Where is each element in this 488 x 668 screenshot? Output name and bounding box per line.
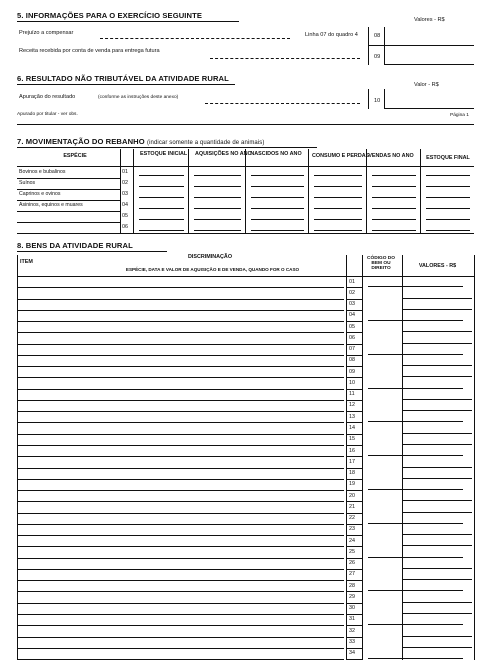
s8-row-code: 17 [349,458,355,465]
s8-col-divider [17,255,18,660]
s8-code-rule [346,501,362,502]
s8-row-rule [17,332,344,333]
s8-code-rule [346,490,362,491]
s8-row-rule [17,625,344,626]
s7-row-rule [17,211,120,212]
s8-code-rule [346,479,362,480]
section-7-title-rule [17,147,317,148]
s7-row-especie: Asininos, equinos e muares [19,202,83,208]
s7-cell-rule [372,219,416,220]
s8-header-rule [17,276,474,277]
s7-row-especie: Caprinos e ovinos [19,191,61,197]
s7-cell-rule [314,175,362,176]
s6-separator [17,124,474,125]
s7-cell-rule [426,208,470,209]
s7-cell-rule [194,208,241,209]
s8-value-rule [402,545,472,546]
s7-col-divider [120,149,121,233]
s8-col-discr-sub: ESPÉCIE, DATA E VALOR DE AQUISIÇÃO E DE VENDA, QUANDO FOR O CASO [125,267,300,272]
s5-row2-code: 09 [374,54,381,60]
s7-col-divider [188,149,189,233]
s7-col-estoque-inicial: ESTOQUE INICIAL [140,151,188,157]
s8-row-code: 03 [349,301,355,307]
s7-cell-rule [314,186,362,187]
s8-value-rule [402,331,472,332]
s8-code-rule [346,580,362,581]
s8-value-rule [368,320,463,321]
s7-cell-rule [194,175,241,176]
s8-code-rule [346,389,362,390]
s7-col-vendas: VENDAS NO ANO [368,153,414,159]
s5-row1-code: 08 [374,33,381,39]
s7-cell-rule [372,230,416,231]
s8-row-rule [17,355,344,356]
s8-row-code: 32 [349,627,355,634]
s8-row-rule [17,479,344,480]
s8-row-rule [17,344,344,345]
s8-row-code: 23 [349,526,355,533]
section-5-values-header: Valores - R$ [414,17,445,23]
s8-row-code: 10 [349,379,355,386]
s8-row-rule [17,434,344,435]
s8-row-code: 14 [349,424,355,431]
s8-row-rule [17,637,344,638]
s5-row2-fill [210,58,360,59]
s6-bottom-rule [384,108,474,109]
s7-cell-rule [251,208,304,209]
s8-code-rule [346,422,362,423]
s5-bottom-rule [384,64,474,65]
s8-row-code: 22 [349,515,355,522]
s8-code-rule [346,513,362,514]
s8-code-rule [346,344,362,345]
s8-row-rule [17,400,344,401]
s8-row-rule [17,445,344,446]
s8-row-rule [17,490,344,491]
s8-col-divider [402,255,403,660]
s8-row-code: 02 [349,289,355,296]
s8-code-rule [346,299,362,300]
s7-col-especie: ESPÉCIE [63,153,87,159]
s8-code-rule [346,310,362,311]
s8-value-rule [368,523,463,524]
s8-code-rule [346,558,362,559]
s8-row-rule [17,569,344,570]
section-7-title [17,137,264,146]
s6-row-note: (conforme as instruções deste anexo) [98,95,179,100]
s8-value-rule [402,410,472,411]
s7-col-divider [308,149,309,233]
s8-row-code: 34 [349,650,355,657]
section-7-title-note: (indicar somente a quantidade de animais) [146,140,265,146]
section-6-title-rule [17,84,235,85]
s8-value-rule [402,444,472,445]
s8-row-code: 09 [349,368,355,375]
s7-cell-rule [426,186,470,187]
s5-row-divider [368,45,474,46]
s8-code-rule [346,625,362,626]
s8-row-rule [17,310,344,311]
s8-code-rule [346,377,362,378]
s7-cell-rule [372,208,416,209]
s8-row-code: 21 [349,503,355,510]
s8-code-rule [346,524,362,525]
s7-row-rule [17,178,120,179]
s8-value-rule [368,455,463,456]
s8-row-rule [17,321,344,322]
section-8-title-rule [17,251,167,252]
s8-col-divider [474,255,475,660]
s8-code-rule [346,445,362,446]
s8-code-rule [346,411,362,412]
s8-row-code: 18 [349,470,355,476]
s8-code-rule [346,591,362,592]
s8-row-code: 04 [349,312,355,319]
s8-row-rule [17,513,344,514]
s8-value-rule [368,658,463,659]
s7-cell-rule [139,230,184,231]
s7-cell-rule [372,186,416,187]
s7-cell-rule [426,175,470,176]
s7-row-especie: Bovinos e bubalinos [19,169,66,175]
s8-row-code: 12 [349,402,355,409]
s7-cell-rule [314,219,362,220]
s6-footer-right: Página 1 [450,113,469,118]
s8-row-code: 01 [349,278,355,285]
s7-col-nascidos: NASCIDOS NO ANO [250,151,302,157]
s8-row-code: 05 [349,323,355,330]
s8-row-rule [17,524,344,525]
section-6-values-header: Valor - R$ [414,82,439,88]
s7-col-divider [420,149,421,233]
s8-code-rule [346,569,362,570]
s7-cell-rule [139,208,184,209]
s7-cell-rule [251,219,304,220]
s8-row-code: 15 [349,436,355,443]
s8-code-rule [346,659,362,660]
s8-value-rule [368,354,463,355]
s7-cell-rule [251,186,304,187]
s8-row-code: 27 [349,571,355,578]
s7-row-code: 04 [122,202,128,208]
s8-code-rule [346,637,362,638]
s7-cell-rule [426,219,470,220]
s6-code-divider [368,89,369,109]
s7-cell-rule [314,208,362,209]
s8-row-code: 30 [349,605,355,612]
s8-value-rule [402,309,472,310]
s8-code-rule [346,648,362,649]
s8-row-code: 11 [349,391,355,398]
s7-row-code: 06 [122,224,128,230]
s7-row-rule [17,189,120,190]
s7-cell-rule [139,175,184,176]
s5-value-divider [384,27,385,65]
s8-value-rule [402,478,472,479]
s8-row-code: 31 [349,616,355,623]
s8-code-rule [346,355,362,356]
s8-value-rule [402,399,472,400]
s7-cell-rule [251,230,304,231]
s8-row-code: 28 [349,582,355,589]
s7-row-rule [17,233,474,234]
s7-col-divider [245,149,246,233]
s8-row-rule [17,546,344,547]
s7-cell-rule [194,197,241,198]
section-5-title: 5. INFORMAÇÕES PARA O EXERCÍCIO SEGUINTE [17,11,203,20]
s7-cell-rule [139,186,184,187]
s8-row-rule [17,501,344,502]
s8-code-rule [346,332,362,333]
s7-col-consumo: CONSUMO E PERDAS [312,153,370,159]
s8-row-rule [17,468,344,469]
s8-row-rule [17,648,344,649]
s7-cell-rule [314,197,362,198]
s8-row-rule [17,377,344,378]
s8-value-rule [368,489,463,490]
s8-value-rule [402,467,472,468]
s8-value-rule [402,512,472,513]
s7-cell-rule [426,197,470,198]
s6-row-label: Apuração do resultado [19,94,76,100]
s8-code-rule [346,468,362,469]
s5-code-divider [368,27,369,65]
s8-row-rule [17,591,344,592]
section-6-title: 6. RESULTADO NÃO TRIBUTÁVEL DA ATIVIDADE RURAL [17,74,229,83]
s8-row-rule [17,535,344,536]
s8-code-rule [346,321,362,322]
s7-row-rule [17,222,120,223]
s8-code-rule [346,366,362,367]
s8-code-rule [346,287,362,288]
s8-row-rule [17,422,344,423]
s6-row-fill [205,103,360,104]
s7-col-divider [366,149,367,233]
s8-row-rule [17,558,344,559]
s8-value-rule [368,557,463,558]
s8-row-rule [17,456,344,457]
s7-row-code: 03 [122,191,128,197]
s8-row-rule [17,614,344,615]
s7-row-rule [17,200,120,201]
s8-value-rule [368,624,463,625]
s8-row-rule [17,287,344,288]
s7-row-code: 02 [122,180,128,186]
s7-header-rule [17,166,474,167]
s8-row-code: 13 [349,413,355,420]
s8-value-rule [402,647,472,648]
s8-col-divider [346,255,347,660]
s8-row-rule [17,366,344,367]
s8-code-rule [346,546,362,547]
s8-value-rule [402,365,472,366]
s8-row-code: 20 [349,492,355,499]
s5-row2-label: Receita recebida por conta de venda para entrega futura [19,48,160,54]
s8-value-rule [402,343,472,344]
s6-footer-left: Apurado por titular - ver obs. [17,112,78,117]
s8-value-rule [402,376,472,377]
s8-row-code: 06 [349,334,355,341]
s7-cell-rule [194,219,241,220]
s8-code-rule [346,456,362,457]
s5-row1-label: Prejuízo a compensar [19,30,74,36]
s7-col-estoque-final: ESTOQUE FINAL [426,155,470,161]
s8-value-rule [368,590,463,591]
s7-cell-rule [314,230,362,231]
s8-value-rule [402,534,472,535]
s5-row1-extra: Linha 07 do quadro 4 [305,32,358,38]
s8-row-rule [17,580,344,581]
s6-code: 10 [374,98,381,104]
s8-value-rule [402,613,472,614]
s7-cell-rule [251,175,304,176]
s7-cell-rule [251,197,304,198]
s8-row-rule [17,411,344,412]
s8-row-rule [17,659,344,660]
s8-value-rule [402,500,472,501]
section-8-title: 8. BENS DA ATIVIDADE RURAL [17,241,133,250]
s8-row-code: 33 [349,639,355,645]
s8-row-code: 19 [349,481,355,488]
s8-value-rule [402,579,472,580]
s8-col-item: ITEM [20,259,33,265]
s8-col-discr: DISCRIMINAÇÃO [187,254,233,260]
s8-code-rule [346,434,362,435]
s8-row-code: 24 [349,537,355,544]
s8-value-rule [402,433,472,434]
s7-cell-rule [194,186,241,187]
s8-code-rule [346,535,362,536]
s8-code-rule [346,614,362,615]
s8-value-rule [402,602,472,603]
s8-row-rule [17,603,344,604]
s8-code-rule [346,400,362,401]
s6-value-divider [384,89,385,109]
s7-row-code: 01 [122,169,128,175]
s8-value-rule [368,421,463,422]
s8-value-rule [368,388,463,389]
s8-row-rule [17,389,344,390]
s8-row-code: 08 [349,357,355,364]
s8-value-rule [402,298,472,299]
s7-cell-rule [139,197,184,198]
s8-code-rule [346,603,362,604]
s8-value-rule [402,568,472,569]
s8-row-code: 16 [349,447,355,454]
s7-row-code: 05 [122,213,128,219]
s7-cell-rule [194,230,241,231]
s7-col-aquisicoes: AQUISIÇÕES NO ANO [195,151,252,157]
s8-value-rule [368,286,463,287]
s8-col-values: VALORES - R$ [418,263,457,269]
s8-row-rule [17,299,344,300]
s7-cell-rule [139,219,184,220]
s8-col-divider [362,255,363,660]
s7-row-especie: Suínos [19,180,36,186]
s7-cell-rule [372,175,416,176]
s5-row1-fill [100,38,290,39]
s8-row-code: 29 [349,593,355,600]
s8-row-code: 07 [349,346,355,353]
s7-cell-rule [372,197,416,198]
s7-col-divider [133,149,134,233]
s8-col-code: CÓDIGO DO BEM OU DIREITO [367,256,395,271]
section-7-title-text: 7. MOVIMENTAÇÃO DO REBANHO [17,137,145,146]
s7-cell-rule [426,230,470,231]
s8-row-code: 25 [349,548,355,555]
section-5-title-rule [17,21,239,22]
s8-value-rule [402,636,472,637]
s8-row-code: 26 [349,560,355,567]
